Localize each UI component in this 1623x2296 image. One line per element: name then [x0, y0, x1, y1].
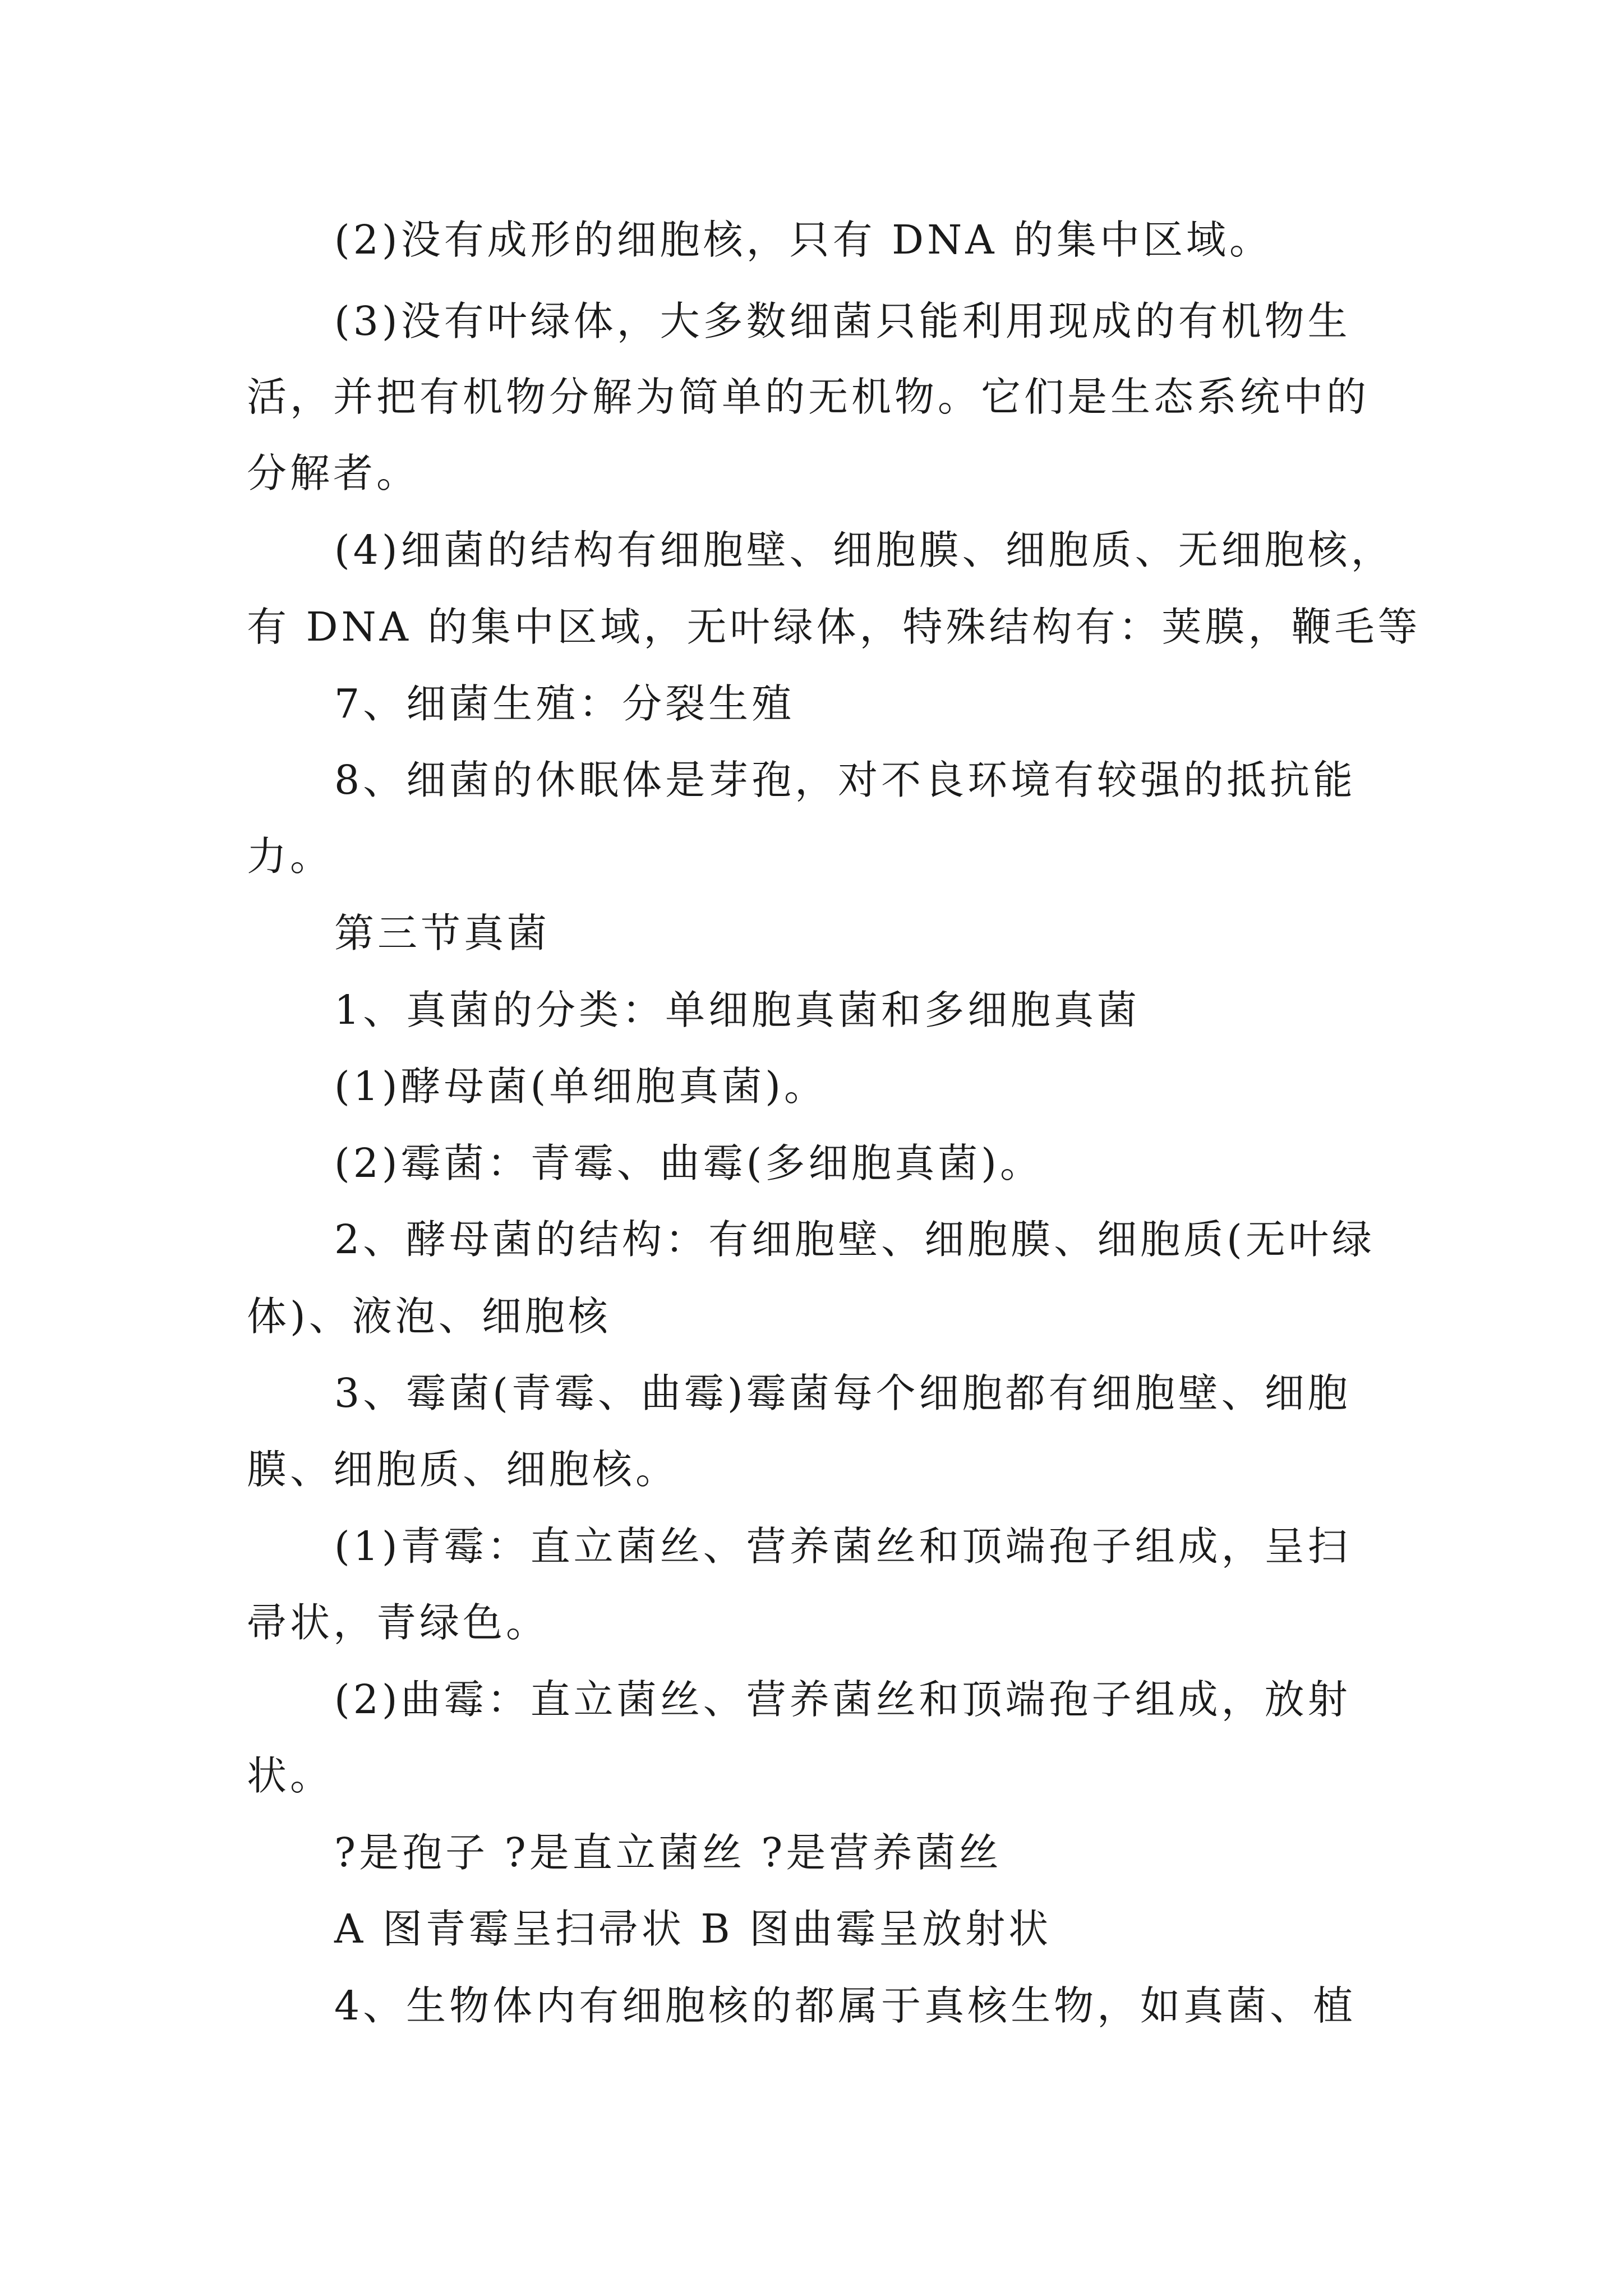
text-line: 1、真菌的分类：单细胞真菌和多细胞真菌: [334, 987, 1141, 1033]
text-line: 有 DNA 的集中区域，无叶绿体，特殊结构有：荚膜，鞭毛等: [247, 604, 1421, 650]
text-line: 分解者。: [247, 450, 420, 496]
section-heading: 第三节真菌: [334, 910, 551, 956]
text-line: 活，并把有机物分解为简单的无机物。它们是生态系统中的: [247, 374, 1370, 420]
text-line: 体)、液泡、细胞核: [247, 1293, 611, 1340]
text-line: (4)细菌的结构有细胞壁、细胞膜、细胞质、无细胞核，: [334, 527, 1394, 573]
text-line: (1)青霉：直立菌丝、营养菌丝和顶端孢子组成，呈扫: [334, 1523, 1351, 1570]
text-line: 4、生物体内有细胞核的都属于真核生物，如真菌、植: [334, 1982, 1357, 2029]
text-line: 膜、细胞质、细胞核。: [247, 1446, 679, 1493]
text-line: ?是孢子 ?是直立菌丝 ?是营养菌丝: [334, 1829, 1002, 1876]
text-line: 状。: [247, 1752, 334, 1799]
text-line: 7、细菌生殖：分裂生殖: [334, 680, 795, 727]
text-line: (2)霉菌：青霉、曲霉(多细胞真菌)。: [334, 1140, 1043, 1186]
text-line: 3、霉菌(青霉、曲霉)霉菌每个细胞都有细胞壁、细胞: [334, 1370, 1351, 1416]
text-line: (2)没有成形的细胞核，只有 DNA 的集中区域。: [334, 217, 1273, 263]
text-line: (1)酵母菌(单细胞真菌)。: [334, 1063, 827, 1110]
text-line: A 图青霉呈扫帚状 B 图曲霉呈放射状: [334, 1906, 1052, 1952]
text-line: 8、细菌的休眠体是芽孢，对不良环境有较强的抵抗能: [334, 757, 1357, 803]
text-line: 帚状，青绿色。: [247, 1599, 550, 1646]
text-line: 2、酵母菌的结构：有细胞壁、细胞膜、细胞质(无叶绿: [334, 1216, 1375, 1263]
text-line: (2)曲霉：直立菌丝、营养菌丝和顶端孢子组成，放射: [334, 1676, 1351, 1723]
text-line: (3)没有叶绿体，大多数细菌只能利用现成的有机物生: [334, 298, 1351, 344]
text-line: 力。: [247, 833, 334, 880]
